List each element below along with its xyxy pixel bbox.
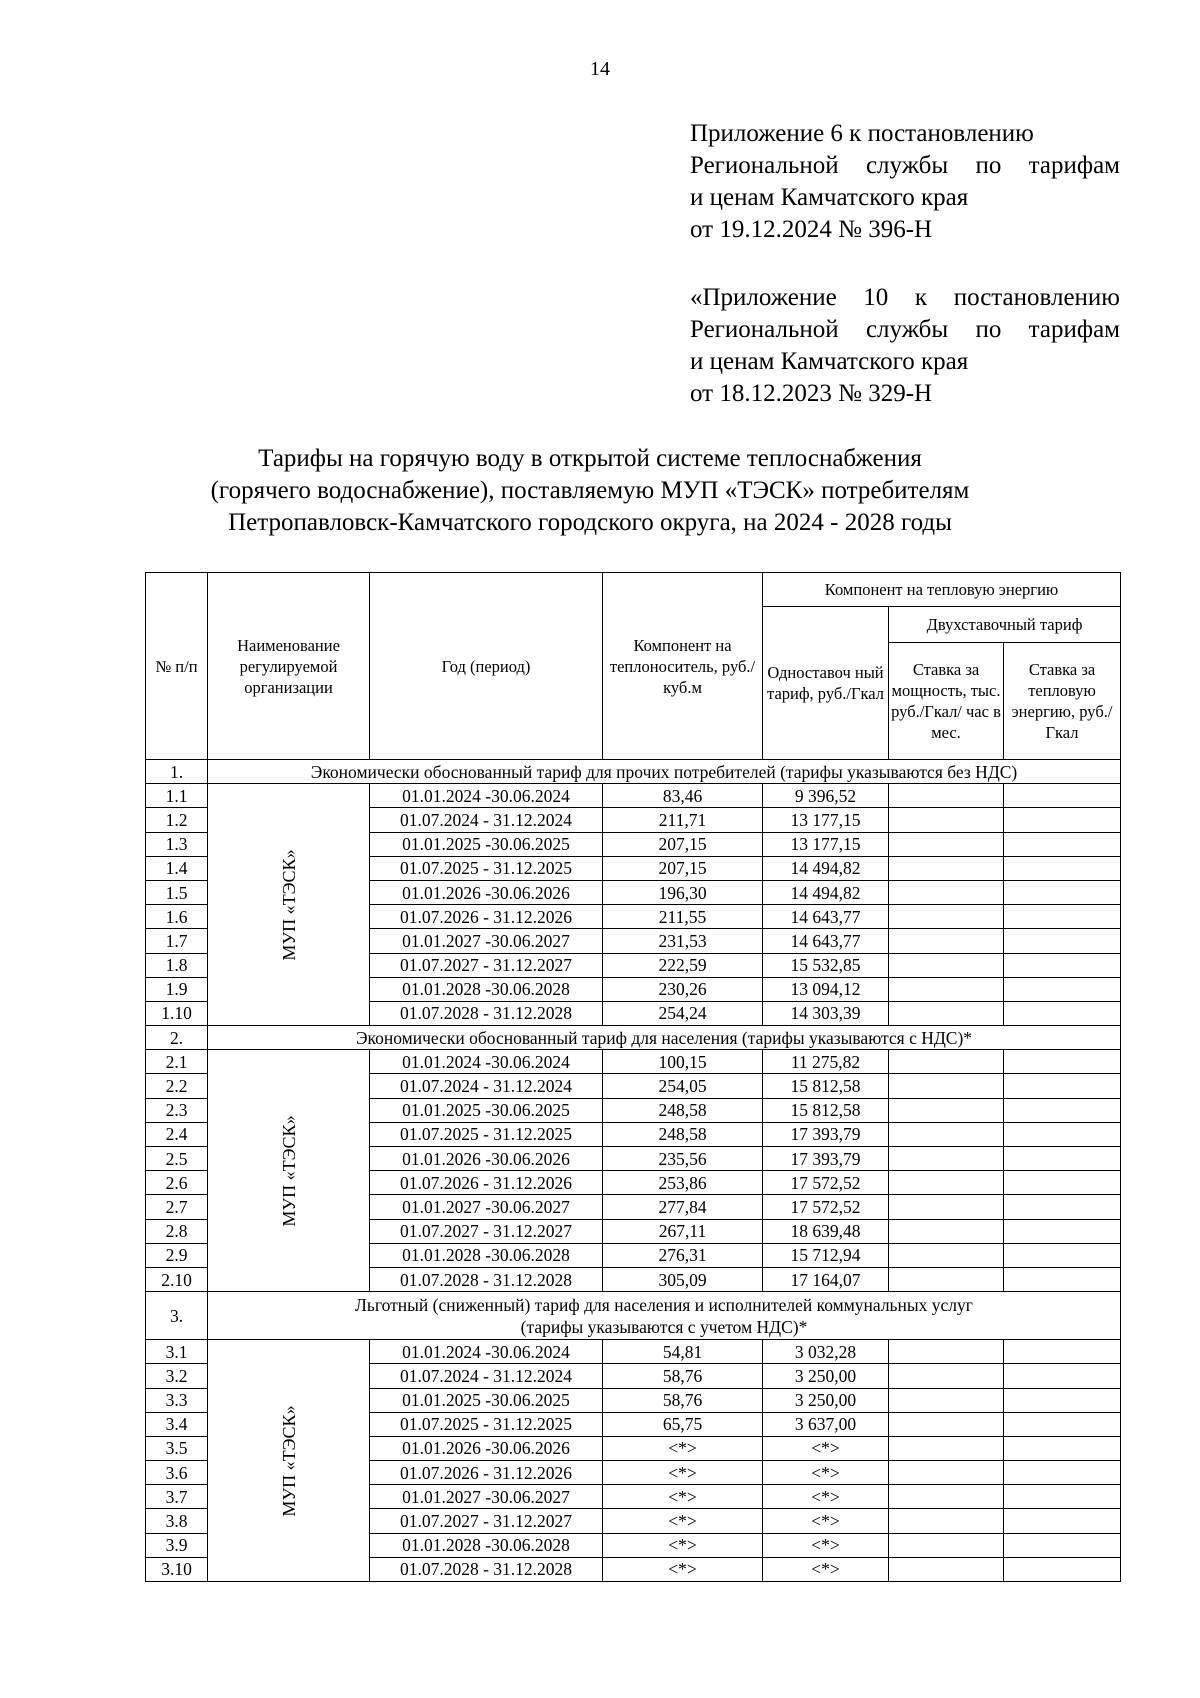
row-number: 3.8 [146, 1509, 208, 1533]
period-cell: 01.07.2028 - 31.12.2028 [370, 1001, 603, 1025]
organization-cell [208, 784, 370, 1026]
energy-rate-cell [1004, 1461, 1121, 1485]
energy-rate-cell [1004, 880, 1121, 904]
single-rate-cell: <*> [763, 1557, 889, 1581]
appendix-line: Региональной службы по тарифам [690, 316, 1120, 343]
energy-rate-cell [1004, 1533, 1121, 1557]
row-number: 2.8 [146, 1219, 208, 1243]
period-cell: 01.07.2025 - 31.12.2025 [370, 856, 603, 880]
table-row [146, 1050, 1121, 1074]
energy-rate-cell [1004, 1219, 1121, 1243]
energy-rate-cell [1004, 1364, 1121, 1388]
period-cell: 01.01.2027 -30.06.2027 [370, 1485, 603, 1509]
carrier-component-cell: <*> [603, 1509, 763, 1533]
single-rate-cell: 13 094,12 [763, 977, 889, 1001]
row-number: 3.7 [146, 1485, 208, 1509]
appendix-line: от 19.12.2024 № 396-Н [690, 216, 933, 243]
capacity-rate-cell [889, 856, 1004, 880]
energy-rate-cell [1004, 1340, 1121, 1364]
capacity-rate-cell [889, 1122, 1004, 1146]
period-cell: 01.01.2026 -30.06.2026 [370, 1147, 603, 1171]
period-cell: 01.01.2028 -30.06.2028 [370, 1243, 603, 1267]
carrier-component-cell: <*> [603, 1557, 763, 1581]
energy-rate-cell [1004, 977, 1121, 1001]
single-rate-cell: <*> [763, 1436, 889, 1460]
period-cell: 01.07.2027 - 31.12.2027 [370, 1509, 603, 1533]
single-rate-cell: 14 494,82 [763, 880, 889, 904]
capacity-rate-cell [889, 1461, 1004, 1485]
period-cell: 01.01.2026 -30.06.2026 [370, 1436, 603, 1460]
energy-rate-cell [1004, 953, 1121, 977]
appendix-line: «Приложение 10 к постановлению [690, 284, 1120, 311]
row-number: 2.9 [146, 1243, 208, 1267]
period-cell: 01.01.2025 -30.06.2025 [370, 1388, 603, 1412]
period-cell: 01.07.2024 - 31.12.2024 [370, 808, 603, 832]
capacity-rate-cell [889, 1412, 1004, 1436]
section-row [146, 760, 1121, 784]
carrier-component-cell: 254,24 [603, 1001, 763, 1025]
carrier-component-cell: 196,30 [603, 880, 763, 904]
row-number: 3.4 [146, 1412, 208, 1436]
carrier-component-cell: 58,76 [603, 1364, 763, 1388]
row-number: 1.9 [146, 977, 208, 1001]
capacity-rate-cell [889, 905, 1004, 929]
energy-rate-cell [1004, 929, 1121, 953]
row-number: 3.6 [146, 1461, 208, 1485]
energy-rate-cell [1004, 1050, 1121, 1074]
carrier-component-cell: <*> [603, 1461, 763, 1485]
tariff-table [145, 572, 1121, 1582]
row-number: 2.3 [146, 1098, 208, 1122]
header-energy-rate: Ставка за тепловую энергию, руб./Гкал [1004, 643, 1121, 760]
period-cell: 01.07.2028 - 31.12.2028 [370, 1557, 603, 1581]
energy-rate-cell [1004, 1485, 1121, 1509]
single-rate-cell: 15 532,85 [763, 953, 889, 977]
energy-rate-cell [1004, 832, 1121, 856]
single-rate-cell: 13 177,15 [763, 832, 889, 856]
period-cell: 01.01.2028 -30.06.2028 [370, 1533, 603, 1557]
single-rate-cell: <*> [763, 1461, 889, 1485]
carrier-component-cell: 248,58 [603, 1098, 763, 1122]
row-number: 2.1 [146, 1050, 208, 1074]
period-cell: 01.01.2024 -30.06.2024 [370, 1050, 603, 1074]
appendix-line: от 18.12.2023 № 329-Н [690, 380, 933, 407]
energy-rate-cell [1004, 1267, 1121, 1291]
carrier-component-cell: 54,81 [603, 1340, 763, 1364]
appendix-line: Региональной службы по тарифам [690, 152, 1120, 179]
row-number: 3.5 [146, 1436, 208, 1460]
carrier-component-cell: 248,58 [603, 1122, 763, 1146]
capacity-rate-cell [889, 1195, 1004, 1219]
section-title: Экономически обоснованный тариф для населения (тарифы указываются с НДС)* [208, 1026, 1121, 1050]
single-rate-cell: 17 572,52 [763, 1171, 889, 1195]
energy-rate-cell [1004, 1557, 1121, 1581]
period-cell: 01.07.2025 - 31.12.2025 [370, 1122, 603, 1146]
carrier-component-cell: 230,26 [603, 977, 763, 1001]
carrier-component-cell: 222,59 [603, 953, 763, 977]
capacity-rate-cell [889, 929, 1004, 953]
capacity-rate-cell [889, 1171, 1004, 1195]
header-thermal-group: Компонент на тепловую энергию [763, 573, 1121, 607]
single-rate-cell: 17 164,07 [763, 1267, 889, 1291]
energy-rate-cell [1004, 1436, 1121, 1460]
capacity-rate-cell [889, 880, 1004, 904]
energy-rate-cell [1004, 784, 1121, 808]
carrier-component-cell: 235,56 [603, 1147, 763, 1171]
capacity-rate-cell [889, 1219, 1004, 1243]
row-number: 2.5 [146, 1147, 208, 1171]
section-row [146, 1292, 1121, 1340]
capacity-rate-cell [889, 1267, 1004, 1291]
single-rate-cell: <*> [763, 1509, 889, 1533]
capacity-rate-cell [889, 1388, 1004, 1412]
single-rate-cell: 3 637,00 [763, 1412, 889, 1436]
single-rate-cell: 14 494,82 [763, 856, 889, 880]
period-cell: 01.01.2025 -30.06.2025 [370, 832, 603, 856]
appendix-line: и ценам Камчатского края [690, 184, 969, 211]
capacity-rate-cell [889, 784, 1004, 808]
capacity-rate-cell [889, 1533, 1004, 1557]
carrier-component-cell: 231,53 [603, 929, 763, 953]
carrier-component-cell: 277,84 [603, 1195, 763, 1219]
row-number: 3.1 [146, 1340, 208, 1364]
capacity-rate-cell [889, 832, 1004, 856]
page-number: 14 [590, 58, 610, 80]
period-cell: 01.07.2027 - 31.12.2027 [370, 1219, 603, 1243]
single-rate-cell: 3 032,28 [763, 1340, 889, 1364]
period-cell: 01.01.2024 -30.06.2024 [370, 1340, 603, 1364]
single-rate-cell: 17 393,79 [763, 1122, 889, 1146]
single-rate-cell: 9 396,52 [763, 784, 889, 808]
header-carrier: Компонент на теплоноситель, руб./куб.м [603, 573, 763, 760]
row-number: 1.6 [146, 905, 208, 929]
carrier-component-cell: 65,75 [603, 1412, 763, 1436]
capacity-rate-cell [889, 1098, 1004, 1122]
period-cell: 01.07.2028 - 31.12.2028 [370, 1267, 603, 1291]
table-row [146, 1340, 1121, 1364]
single-rate-cell: 15 812,58 [763, 1098, 889, 1122]
capacity-rate-cell [889, 1436, 1004, 1460]
title-line: Тарифы на горячую воду в открытой системе теплоснабжения [258, 445, 922, 472]
energy-rate-cell [1004, 1195, 1121, 1219]
capacity-rate-cell [889, 1050, 1004, 1074]
period-cell: 01.07.2027 - 31.12.2027 [370, 953, 603, 977]
single-rate-cell: 11 275,82 [763, 1050, 889, 1074]
energy-rate-cell [1004, 856, 1121, 880]
energy-rate-cell [1004, 1147, 1121, 1171]
title-line: (горячего водоснабжение), поставляемую МУП «ТЭСК» потребителям [210, 477, 970, 504]
header-single-rate: Одноставоч ный тариф, руб./Гкал [763, 607, 889, 760]
period-cell: 01.07.2024 - 31.12.2024 [370, 1074, 603, 1098]
period-cell: 01.01.2027 -30.06.2027 [370, 1195, 603, 1219]
section-title-line: (тарифы указываются с учетом НДС)* [520, 1316, 808, 1337]
header-num: № п/п [146, 573, 208, 760]
row-number: 2.4 [146, 1122, 208, 1146]
period-cell: 01.01.2027 -30.06.2027 [370, 929, 603, 953]
capacity-rate-cell [889, 1509, 1004, 1533]
period-cell: 01.01.2026 -30.06.2026 [370, 880, 603, 904]
capacity-rate-cell [889, 977, 1004, 1001]
carrier-component-cell: 58,76 [603, 1388, 763, 1412]
single-rate-cell: 14 303,39 [763, 1001, 889, 1025]
period-cell: 01.01.2024 -30.06.2024 [370, 784, 603, 808]
capacity-rate-cell [889, 1557, 1004, 1581]
section-row [146, 1026, 1121, 1050]
carrier-component-cell: 83,46 [603, 784, 763, 808]
organization-name: МУП «ТЭСК» [278, 1404, 299, 1517]
capacity-rate-cell [889, 808, 1004, 832]
section-title [208, 1292, 1121, 1340]
header-org: Наименование регулируемой организации [208, 573, 370, 760]
single-rate-cell: 3 250,00 [763, 1388, 889, 1412]
appendix-line: Приложение 6 к постановлению [690, 120, 1034, 147]
capacity-rate-cell [889, 1485, 1004, 1509]
single-rate-cell: <*> [763, 1485, 889, 1509]
row-number: 1.1 [146, 784, 208, 808]
capacity-rate-cell [889, 1364, 1004, 1388]
carrier-component-cell: 267,11 [603, 1219, 763, 1243]
period-cell: 01.07.2025 - 31.12.2025 [370, 1412, 603, 1436]
title-line: Петропавловск-Камчатского городского округа, на 2024 - 2028 годы [228, 509, 952, 536]
carrier-component-cell: 211,55 [603, 905, 763, 929]
row-number: 1.8 [146, 953, 208, 977]
single-rate-cell: 14 643,77 [763, 905, 889, 929]
period-cell: 01.07.2026 - 31.12.2026 [370, 1171, 603, 1195]
section-number: 1. [146, 760, 208, 784]
row-number: 2.10 [146, 1267, 208, 1291]
row-number: 3.3 [146, 1388, 208, 1412]
capacity-rate-cell [889, 1340, 1004, 1364]
carrier-component-cell: 276,31 [603, 1243, 763, 1267]
carrier-component-cell: 305,09 [603, 1267, 763, 1291]
energy-rate-cell [1004, 1243, 1121, 1267]
row-number: 3.9 [146, 1533, 208, 1557]
row-number: 2.6 [146, 1171, 208, 1195]
capacity-rate-cell [889, 953, 1004, 977]
organization-cell [208, 1050, 370, 1292]
appendix-line: и ценам Камчатского края [690, 348, 969, 375]
energy-rate-cell [1004, 1122, 1121, 1146]
carrier-component-cell: 253,86 [603, 1171, 763, 1195]
energy-rate-cell [1004, 1098, 1121, 1122]
single-rate-cell: <*> [763, 1533, 889, 1557]
section-number: 3. [146, 1292, 208, 1340]
organization-name: МУП «ТЭСК» [278, 849, 299, 961]
single-rate-cell: 17 393,79 [763, 1147, 889, 1171]
appendix-reference-original [690, 282, 1120, 410]
table-row [146, 784, 1121, 808]
single-rate-cell: 15 812,58 [763, 1074, 889, 1098]
single-rate-cell: 18 639,48 [763, 1219, 889, 1243]
capacity-rate-cell [889, 1243, 1004, 1267]
energy-rate-cell [1004, 1412, 1121, 1436]
tariff-table-body [146, 760, 1121, 1582]
carrier-component-cell: <*> [603, 1533, 763, 1557]
row-number: 2.7 [146, 1195, 208, 1219]
row-number: 3.2 [146, 1364, 208, 1388]
energy-rate-cell [1004, 1001, 1121, 1025]
row-number: 2.2 [146, 1074, 208, 1098]
energy-rate-cell [1004, 905, 1121, 929]
capacity-rate-cell [889, 1001, 1004, 1025]
energy-rate-cell [1004, 1074, 1121, 1098]
period-cell: 01.07.2026 - 31.12.2026 [370, 1461, 603, 1485]
energy-rate-cell [1004, 1171, 1121, 1195]
row-number: 3.10 [146, 1557, 208, 1581]
period-cell: 01.07.2026 - 31.12.2026 [370, 905, 603, 929]
energy-rate-cell [1004, 1388, 1121, 1412]
carrier-component-cell: 211,71 [603, 808, 763, 832]
period-cell: 01.07.2024 - 31.12.2024 [370, 1364, 603, 1388]
section-number: 2. [146, 1026, 208, 1050]
appendix-reference-current [690, 118, 1120, 246]
organization-cell [208, 1340, 370, 1582]
row-number: 1.7 [146, 929, 208, 953]
single-rate-cell: 17 572,52 [763, 1195, 889, 1219]
carrier-component-cell: 100,15 [603, 1050, 763, 1074]
header-capacity-rate: Ставка за мощность, тыс. руб./Гкал/ час в мес. [889, 643, 1004, 760]
period-cell: 01.01.2028 -30.06.2028 [370, 977, 603, 1001]
row-number: 1.4 [146, 856, 208, 880]
capacity-rate-cell [889, 1147, 1004, 1171]
capacity-rate-cell [889, 1074, 1004, 1098]
energy-rate-cell [1004, 1509, 1121, 1533]
period-cell: 01.01.2025 -30.06.2025 [370, 1098, 603, 1122]
document-title [0, 443, 1180, 539]
row-number: 1.5 [146, 880, 208, 904]
single-rate-cell: 3 250,00 [763, 1364, 889, 1388]
row-number: 1.2 [146, 808, 208, 832]
carrier-component-cell: 207,15 [603, 832, 763, 856]
single-rate-cell: 14 643,77 [763, 929, 889, 953]
section-title: Экономически обоснованный тариф для прочих потребителей (тарифы указываются без НДС) [208, 760, 1121, 784]
single-rate-cell: 15 712,94 [763, 1243, 889, 1267]
header-period: Год (период) [370, 573, 603, 760]
energy-rate-cell [1004, 808, 1121, 832]
header-two-rate-group: Двухставочный тариф [889, 607, 1121, 643]
organization-name: МУП «ТЭСК» [278, 1115, 299, 1227]
carrier-component-cell: <*> [603, 1485, 763, 1509]
row-number: 1.3 [146, 832, 208, 856]
carrier-component-cell: 254,05 [603, 1074, 763, 1098]
section-title-line: Льготный (сниженный) тариф для населения и исполнителей коммунальных услуг [355, 1294, 973, 1315]
row-number: 1.10 [146, 1001, 208, 1025]
single-rate-cell: 13 177,15 [763, 808, 889, 832]
carrier-component-cell: 207,15 [603, 856, 763, 880]
carrier-component-cell: <*> [603, 1436, 763, 1460]
